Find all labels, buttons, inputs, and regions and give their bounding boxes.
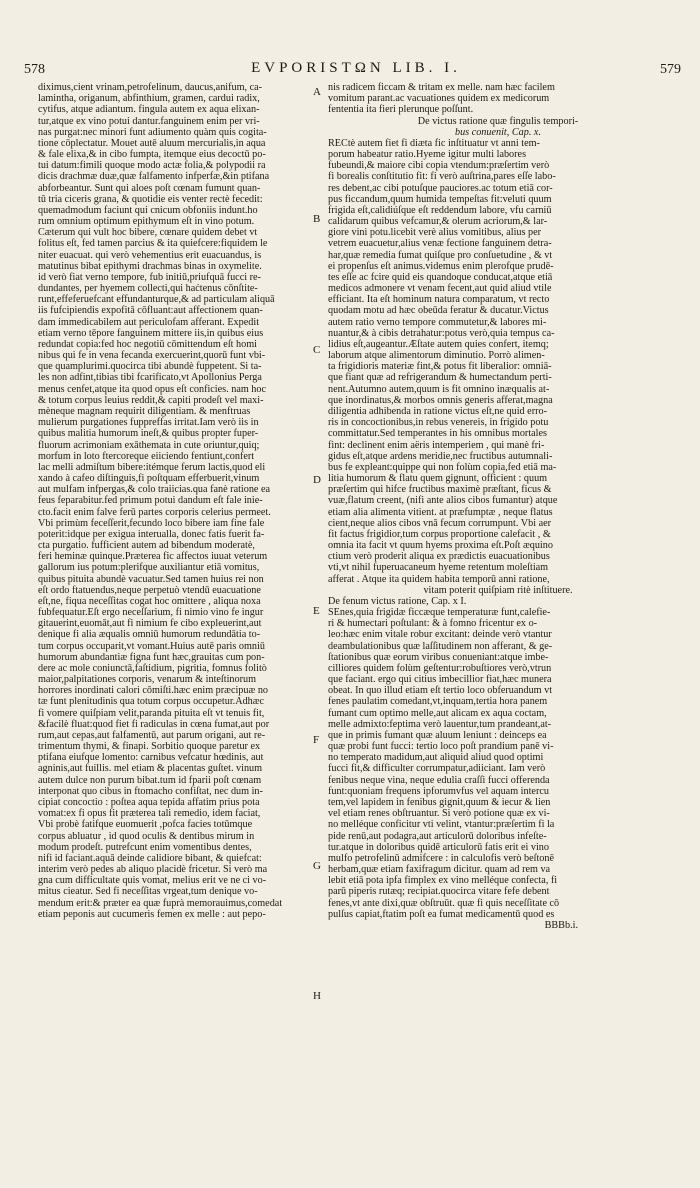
text-line: rum,aut cepas,aut falfamentū, aut parum origani, aut re- [38, 729, 266, 741]
text-line: cient,neque alios cibos vnā fecum corrumpunt. Vbi aer [328, 517, 552, 529]
text-line: que inordinatus,& morbos omnis generis afferat,magna [328, 394, 553, 406]
margin-letter-g: G [313, 860, 321, 872]
text-line: dam immedicabilem aut periculofam afferant. Expedit [38, 316, 260, 328]
text-line: BBBb.i. [544, 919, 578, 931]
text-line: modum prodeſt. putrefcunt enim vomentibus dentes, [38, 841, 252, 853]
margin-letter-b: B [313, 213, 321, 225]
text-line: Vbi probè fatifque euomuerit ,pofca facies totūmque [38, 819, 253, 831]
text-line: medicos admonere vt venam fecent,aut quid aliud vtile [328, 283, 552, 295]
text-line: gitauerint,euomāt,aut fi nimium fe cibo expleuerint,aut [38, 618, 262, 630]
text-line: calidarum quibus vefcamur,& olerum acriorum,& lar- [328, 216, 548, 228]
text-line: fenes paulatim comedant,vt,inquam,tertia hora panem [328, 696, 548, 708]
text-line: &facilè fluat:quod fiet fi radiculas in cœna fumat,aut por [38, 718, 270, 730]
text-line: que fiant quæ ad refrigerandum & humectandum perti- [328, 372, 552, 384]
text-line: bus conuenit, Cap. x. [454, 126, 542, 138]
text-line: nent.Autumno autem,quum is fit omnino inæqualis at- [328, 383, 550, 395]
text-line: cta purgatio. fufficient autem ad bibendum moderatè, [38, 540, 255, 552]
text-line: morfum in loto ftercoreque eiiciendo fentiunt,confert [38, 450, 255, 462]
text-line: diligentia adhibenda in ratione victus eſt,ne quid erro- [328, 405, 547, 417]
margin-letter-d: D [313, 474, 321, 486]
text-line: runt,effeferuefcant effundanturque,& ad particulam aliquā [38, 294, 275, 306]
text-line: fint: declinent enim aëris intemperiem , qui manè fri- [328, 439, 545, 451]
text-line: id verò fiat verno tempore, fub initiū,priufquā fucci re- [38, 271, 261, 283]
text-line: ri & humectari poſtulant: & à fomno fricentur ex o- [328, 618, 538, 630]
text-line: nas purgat:nec minori funt adiumento quàm quis cogita- [38, 126, 267, 138]
text-line: gidus eſt,atque ardens meridie,nec fructibus autumnali- [328, 450, 553, 462]
text-line: no temperato madidum,aut aliquid aliud quod optimi [328, 752, 544, 764]
text-line: folitus eſt, fed tamen parcius & ita quiefcere:fiquidem le [38, 238, 268, 250]
text-line: SEnes,quia frigidæ ficcæque temperaturæ funt,calefie- [328, 607, 551, 619]
text-line: De fenum victus ratione, Cap. x I. [328, 595, 467, 607]
text-line: RECtè autem fiet fi diæta fic inſtituatur vt anni tem- [328, 137, 540, 149]
text-line: har,quæ remedia fumat quiſque pro conſuetudine , & vt [328, 249, 553, 261]
text-line: ptifana eiufque lomento: carnibus vefcatur hœdinis, aut [38, 752, 264, 764]
text-line: tur.atque in doloribus quidē articulorū fatis erit ei vino [328, 841, 549, 853]
text-line: tū tria ciceris grana, & quotidie eis venter rectè fecedit: [38, 193, 263, 205]
text-line: nibus qui fe in vena fecanda exercuerint,quorū funt vbi- [38, 350, 266, 362]
text-line: feus feparabitur.fed primum potui dandum eſt fale inie- [38, 495, 263, 507]
text-line: diximus,cient vrinam,petrofelinum, daucus,anifum, ca- [38, 82, 263, 93]
text-line: vel etiam renes obſtruantur. Si verò potione quæ ex vi- [328, 808, 550, 820]
text-line: lac melli admiſtum bibere:itémque ferum lactis,quod eli [38, 461, 266, 473]
text-line: matutinus bibat epithymi drachmas binas in oxymelite. [38, 260, 262, 272]
text-line: autem dulce non purum bibat.tum id fparii poſt cœnam [38, 774, 262, 786]
text-line: redundat copia:fed hoc negotiū cōmittendum eſt homi [38, 338, 257, 350]
text-line: ei propenſus eſt animus.videmus enim plerofque prudē- [328, 260, 554, 272]
text-line: cilliores quidem folùm geſtentur:robuſtiores verò,vtrun [328, 662, 552, 674]
text-line: cto.facit enim falve ferū partes corporis celerius permeet. [38, 506, 271, 518]
text-line: tum corpus occuparit,vt vomant.Huius autē paris omniū [38, 640, 265, 652]
text-line: rum omnium optimum epithymum eſt in vino potum. [38, 216, 255, 228]
text-line: que faciant. ergo qui citius imbecillior fiat,hæc munera [328, 674, 552, 686]
text-line: frigida eſt,calidiúſque eſt reddendum labore, vfu carniū [328, 204, 552, 216]
text-line: dundantes, per hyemem collecti,qui haćtenus cōnſtite- [38, 283, 258, 295]
text-line: humorum abundantiæ figna funt hæc,grauitas cum pon- [38, 651, 265, 663]
text-line: fucci fit,& difficulter corrumpatur,adiiciant. Iam verò [328, 763, 546, 775]
text-line: fi borealis conſtitutio fit: fi verò auſtrina,pares eſſe labo- [328, 171, 556, 183]
margin-letter-h: H [313, 990, 321, 1002]
text-line: menus cenfet,atque ita quod opus eſt conficies. nam hoc [38, 383, 267, 395]
text-line: fubeundi,& maiore cibi copia vtendum:præſertim verò [328, 160, 550, 172]
text-line: etiam alia alimenta vitient. at præfumptæ , neque flatus [328, 506, 553, 518]
text-line: & fale elixa,& in cibo fumpta, itemque eius decoctū po- [38, 149, 266, 161]
text-line: niter euacuat. qui verò vehementius erit euacuandus, is [38, 249, 262, 261]
text-line: afferat . Atque ita quidem habita temporū anni ratione, [328, 573, 550, 585]
text-line: denique fi alia æqualis omniū humorum redundātia to- [38, 629, 261, 641]
text-line: tui datum:fimili quoque modo actæ folia,& polypodii ra [38, 160, 266, 172]
text-line: quodam motu ad hæc obeūda feratur & ducatur.Victus [328, 305, 549, 317]
text-line: mulfo petrofelinū admifcere : in calculofis verò beſtonē [328, 852, 555, 864]
text-line: ſtationibus quæ eorum viribus conueniant:atque imbe- [328, 651, 549, 663]
left-text-column [38, 82, 308, 920]
text-line: funt:quoniam frequens ipforumvfus vel aquam intercu [328, 785, 549, 797]
text-line: obeat. In quo illud etiam eſt tertio loco obferuandum vt [328, 685, 553, 697]
text-line: giore vini potu.licebit verè alius vomitibus, alius per [328, 227, 542, 239]
text-line: mitus cieatur. Sed fi neceſſitas vrgeat,tum denique vo- [38, 886, 258, 898]
text-line: ris in concoctionibus,in rebus venereis, in frigido potu [328, 417, 549, 429]
text-line: Cæterum qui vult hoc bibere, cœnare quidem debet vt [38, 227, 258, 239]
text-line: aut mulfam infpergas,& colo traiicias.qua fanè ratione ea [38, 484, 271, 496]
text-line: quemadmodum faciunt qui cnicum obfoniis indunt.ho [38, 204, 258, 216]
text-line: fumant cum optimo melle,aut alicam ex aqua coctam, [328, 707, 547, 719]
text-line: pide renū,aut podagra,aut articulorū doloribus infeſte- [328, 830, 547, 842]
text-line: tem,vel lapidem in fenibus gignit,quum & iecur & lien [328, 797, 551, 808]
text-line: fententia ita fieri plerunque poſſunt. [328, 104, 474, 116]
text-line: fit factus frigidior,tum corpus proportione calefacit , & [328, 528, 551, 540]
text-line: cipiat concoctio : poſtea aqua tepida affatim prius pota [38, 797, 260, 808]
text-line: litia humorum & flatu quem gignunt, officient : quum [328, 473, 548, 485]
text-line: pus ficcandum,quum humida tempeſtas fit:veluti quum [328, 193, 552, 205]
text-line: res debent,ac cibi potuſque pauciores.ac totum etiā cor- [328, 182, 553, 194]
text-line: nis radicem ficcam & tritam ex melle. nam hæc facilem [328, 82, 555, 93]
text-line: tæ funt plenitudinis qua totum corpus occupetur.Adhæc [38, 696, 265, 708]
right-text-column [328, 82, 668, 931]
text-line: fenes,vt ante dixi,quæ obſtruūt. quæ fi quis neceſſitate cō [328, 897, 560, 909]
text-line: parū piperis rutæq; recipiat.quocirca vitare fefe debent [328, 886, 550, 898]
text-line: Vbi primùm feceſſerit,fecundo loco bibere iam fine fale [38, 517, 265, 529]
text-line: interim verò pedes ab aliquo placidè fricetur. Si verò ma [38, 864, 268, 876]
text-line: xando à cafeo diſtinguis,fi poſtquam efferbuerit,vinum [38, 473, 260, 485]
text-line: les non adfint,tibias tibi fcarificato,vt Apollonius Perga [38, 372, 262, 384]
text-line: quæ probi funt fucci: tertio loco poſt prandium panē vi- [328, 741, 554, 753]
text-line: iis fufcipiendis expofitā cōfluant:aut affectionem quan- [38, 305, 263, 317]
text-line: agninis,aut fuillis. mel etiam & placentas guſtet. vinum [38, 763, 263, 775]
text-line: que in primis fumant quæ aluum leniunt : deinceps ea [328, 729, 547, 741]
text-line: vti,vt nihil fuperuacaneum hyeme retentum moleſtiam [328, 562, 549, 574]
text-line: & totum corpus leuius reddit,& capiti prodeſt vel maxi- [38, 394, 264, 406]
text-line: eſt ordo ftatuendus,neque perpetuò vtendū euacuatione [38, 584, 261, 596]
text-line: cytifus, atque adiantum. fingula autem ex aqua elixan- [38, 104, 260, 116]
text-line: herbam,quæ etiam faxifragum dicitur. quam ad rem va [328, 864, 551, 876]
text-line: melle admixto:feptima verò lauentur,tum prandeant,at- [328, 718, 552, 730]
text-line: mulierum purgationes fuppreffas irritat.Iam verò iis in [38, 417, 259, 429]
text-line: committatur.Sed temperantes in his omnibus mortales [328, 428, 547, 440]
page-number-left: 578 [24, 62, 45, 77]
text-line: que quamplurimi.quocirca tibi abundè fuppetent. Si ta- [38, 361, 262, 373]
text-line: etiam verno tēpore fanguinem mittere iis,in quibus eius [38, 327, 264, 339]
text-line: laborum atque alimentorum diminutio. Porrò alimen- [328, 350, 545, 362]
text-line: nifi id faciant.aquā deinde calidiore bibant, & quiefcat: [38, 852, 262, 864]
margin-letter-c: C [313, 344, 321, 356]
text-line: mèneque magnam requirit diligentiam. & menftruas [38, 405, 251, 417]
text-line: tione cōplectatur. Mouet autē aluum mercurialis,in aqua [38, 137, 266, 149]
text-line: interponat quo cibus in ftomacho confiſtat, nec dum in- [38, 785, 263, 797]
text-line: quibus pituita abundè vacuatur.Sed tamen huius rei non [38, 573, 264, 585]
text-line: ctium verò proderit aliqua ex prædictis euacuationibus [328, 551, 550, 563]
text-line: dere ac mole coniunctā,faſtidium, pigritia, fomnus folitò [38, 662, 267, 674]
text-line: præſertim qui hifce fructibus maximè præſtant, ficus & [328, 484, 552, 496]
text-line: dicis drachmæ duæ,quæ falfamento infperfæ,&in ptifana [38, 171, 270, 183]
text-line: pulſus capiat,ftatim poſt ea fumat medicamentū quod es [328, 908, 555, 920]
text-line: corpus abluatur , id quod oculis & dentibus mirum in [38, 830, 255, 842]
margin-letter-f: F [313, 734, 320, 746]
text-line: feri heminæ quinque.Præterea fic affectos iuuat veterum [38, 551, 268, 563]
text-line: no melléque conficitur vti velint, vtantur:præſertim fi la [328, 819, 555, 831]
text-line: etiam peponis aut cucumeris femen ex melle : aut pepo- [38, 908, 266, 920]
text-line: bus fe expleant:quippe qui non folùm copia,fed etiā ma- [328, 461, 557, 473]
running-head: EVPORISTΩN LIB. I. [251, 60, 461, 76]
text-line: omnia ita facit vt quum hyems proxima eſt.Poſt æquino [328, 540, 553, 552]
text-line: tur,atque ex vino potui dantur.fanguinem enim per vri- [38, 115, 260, 127]
text-line: lidius eſt,augeantur.Æſtate autem quies confert, itemq; [328, 338, 549, 350]
text-line: nuantur,& à cibis detrahatur:potus verò,quia tempus ca- [328, 327, 555, 339]
text-line: De victus ratione quæ fingulis tempori- [417, 115, 579, 127]
text-line: fubfequatur.Eſt ergo neceſſarium, fi nimio vino fe ingur [38, 607, 264, 619]
text-line: vomitum parant.ac vacuationes quidem ex medicorum [328, 93, 550, 105]
text-line: deambulationibus quæ laſſitudinem non afferant, & ge- [328, 640, 553, 652]
text-line: fluorum acrimoniam exāthemata in cute oriuntur,quiq; [38, 439, 260, 451]
text-line: horrores inordinati calori cōmiſti.hæc enim præcipuæ no [38, 685, 269, 697]
text-line: poterit:idque per exigua interualla, donec fatis fuerit fa- [38, 528, 265, 540]
text-line: efficiant. Ita eſt hominum natura comparatum, vt recto [328, 294, 550, 306]
text-line: porum habeatur ratio.Hyeme igitur multi labores [328, 149, 527, 161]
text-line: vomat:ex fi opus fit præterea tali remedio, idem faciat, [38, 808, 261, 820]
text-line: fi vomere quiſpiam velit,paranda pituita eſt vt tenuis fit, [38, 707, 265, 719]
text-line: eſt,ne, fiqua neceſſitas cogat hoc omittere , aliqua noxa [38, 595, 261, 607]
text-line: gna cum difficultate quis vomat, melius erit ve ne ci vo- [38, 875, 267, 887]
text-line: abforbeantur. Sunt qui aloes poſt cœnam fumunt quan- [38, 182, 261, 194]
text-line: lamintha, origanum, abfinthium, gramen, cardui radix, [38, 93, 260, 105]
text-line: mendum erit:& præter ea quæ fuprà memorauimus,comedat [38, 897, 283, 909]
page-number-right: 579 [660, 62, 681, 77]
text-line: fenibus neque vina, neque edulia craſſi fucci offerenda [328, 774, 550, 786]
text-line: ta frigidioris materiæ fint,& potus fit liberalior: omniā- [328, 361, 552, 373]
margin-letter-a: A [313, 86, 321, 98]
text-line: gallorum ius potum:plerifque auxiliantur etiā vomitus, [38, 562, 260, 574]
text-line: vitam poterit quiſpiam ritè inſtituere. [423, 584, 573, 596]
text-line: tes eſſe ac fcire quid eis quandoque conducat,atque etiā [328, 271, 553, 283]
text-line: quibus malitia humorum ineſt,& quibus propter fuper- [38, 428, 259, 440]
text-line: vetrem euacuetur,alius venæ fectione fanguinem detra- [328, 238, 552, 250]
text-line: trimentum thymi, & finapi. Sorbitio quoque paretur ex [38, 741, 261, 753]
text-line: lebit etiā pota ipfa fimplex ex vino melléque confecta, fi [328, 875, 558, 887]
text-line: leo:hæc enim vitale robur excitant: deinde verò vtantur [328, 629, 552, 641]
text-line: vuæ,flatum creent, (nifi ante alios cibos fumantur) atque [328, 495, 558, 507]
text-line: autem ratio verno tempore commutetur,& labores mi- [328, 316, 547, 328]
text-line: maior,palpitationes corporis, venarum & inteſtinorum [38, 674, 257, 686]
margin-letter-e: E [313, 605, 320, 617]
